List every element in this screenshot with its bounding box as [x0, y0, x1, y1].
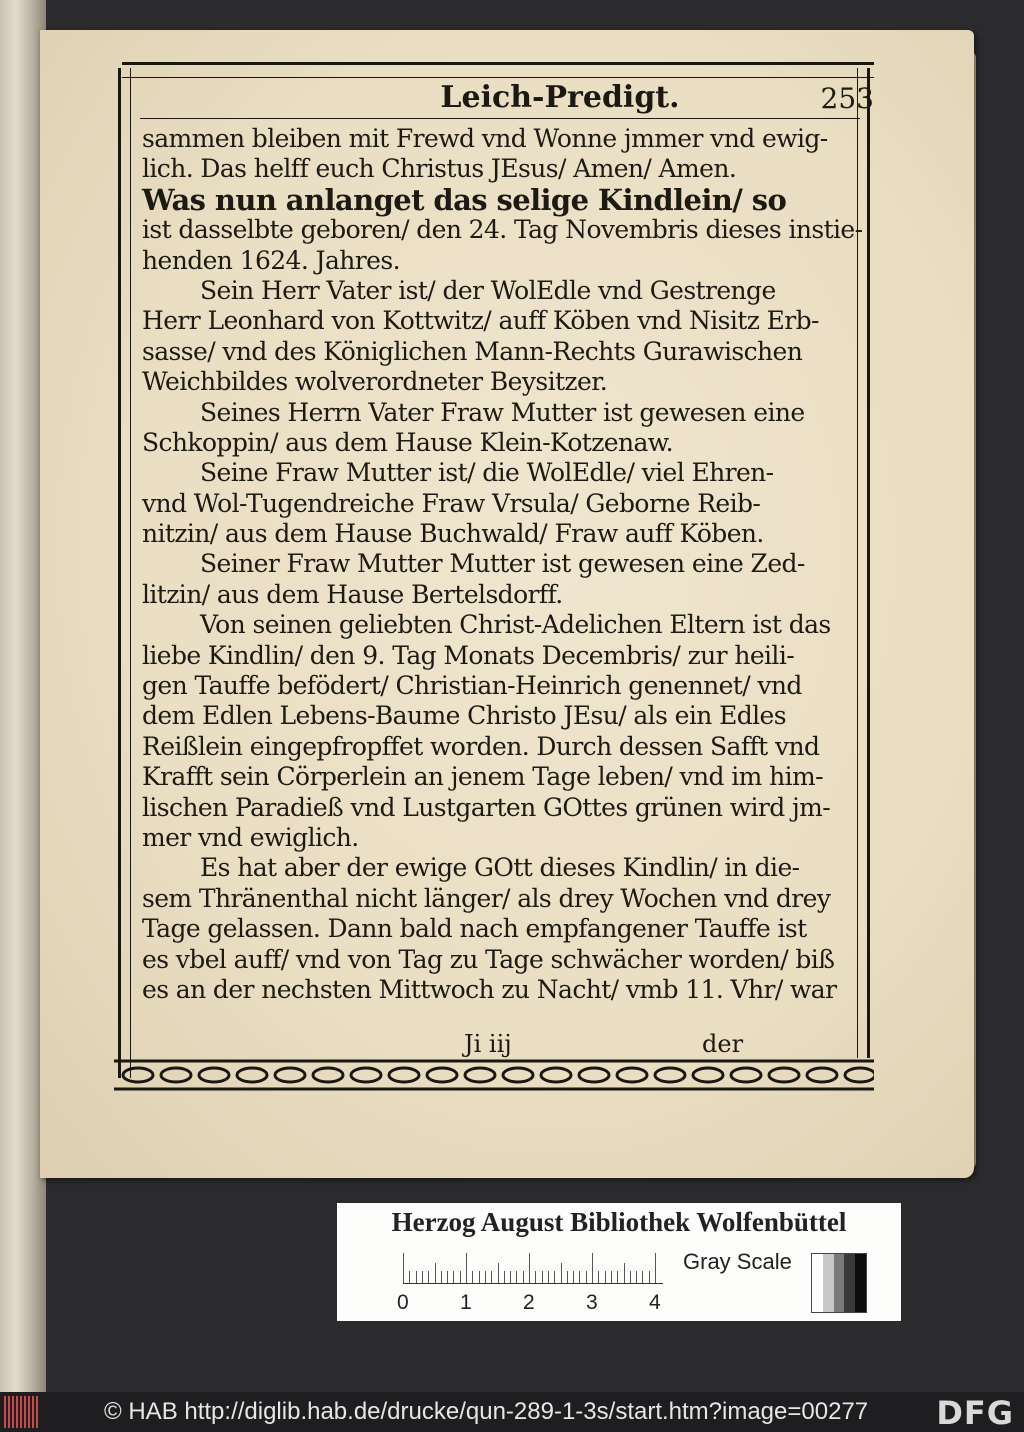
text-line: es an der nechsten Mittwoch zu Nacht/ vmb 11. Vhr/ war [142, 974, 837, 1004]
ruler-tick [554, 1271, 555, 1283]
gray-swatch [855, 1254, 866, 1312]
text-line: Herr Leonhard von Kottwitz/ auff Köben vnd Nisitz Erb- [142, 306, 819, 336]
text-line: nitzin/ aus dem Hause Buchwald/ Fraw auff Köben. [142, 519, 764, 549]
ruler-tick [460, 1271, 461, 1283]
ruler-tick [605, 1271, 606, 1283]
ruler-tick [586, 1271, 587, 1283]
ruler-tick [573, 1271, 574, 1283]
ornamental-border-icon [114, 1058, 874, 1092]
library-name: Herzog August Bibliothek Wolfenbüttel [391, 1207, 847, 1237]
text-line: lich. Das helff euch Christus JEsus/ Amen/ Amen. [142, 154, 737, 184]
page-number: 253 [820, 82, 874, 115]
gray-swatch [834, 1254, 845, 1312]
page-header [140, 78, 874, 118]
ruler-tick [516, 1271, 517, 1283]
text-line: es vbel auff/ vnd von Tag zu Tage schwächer worden/ biß [142, 944, 835, 974]
text-line: sammen bleiben mit Frewd vnd Wonne jmmer vnd ewig- [142, 124, 828, 153]
barcode-icon [4, 1396, 38, 1428]
ruler-tick [479, 1271, 480, 1283]
ruler-tick [561, 1263, 562, 1283]
dfg-logo: DFG [936, 1394, 1014, 1432]
body-text [142, 124, 862, 1005]
ruler-tick [447, 1271, 448, 1283]
ruler-label: 3 [586, 1291, 598, 1314]
ruler-label: 0 [397, 1291, 409, 1314]
signature-mark: Ji iij [464, 1030, 512, 1058]
ruler-tick [403, 1253, 404, 1283]
ruler-tick [617, 1271, 618, 1283]
ruler-tick [630, 1271, 631, 1283]
text-line: gen Tauffe befödert/ Christian-Heinrich genennet/ vnd [142, 671, 802, 701]
gray-swatch [823, 1254, 834, 1312]
text-line: Von seinen geliebten Christ-Adelichen Eltern ist das [200, 610, 831, 640]
ruler-tick [598, 1271, 599, 1283]
ruler-tick [579, 1271, 580, 1283]
text-line: Tage gelassen. Dann bald nach empfangener Tauffe ist [142, 914, 807, 944]
ruler-tick [548, 1271, 549, 1283]
text-line: litzin/ aus dem Hause Bertelsdorff. [142, 579, 563, 609]
ruler-tick [611, 1271, 612, 1283]
ruler-tick [655, 1253, 656, 1283]
frame-left-rule [118, 68, 131, 1078]
ruler-tick [592, 1253, 593, 1283]
gray-scale-swatches [811, 1253, 867, 1313]
text-line: dem Edlen Lebens-Baume Christo JEsu/ als ein Edles [142, 701, 786, 731]
header-rule [140, 118, 860, 119]
text-line: Schkoppin/ aus dem Hause Klein-Kotzenaw. [142, 427, 673, 457]
ruler-tick [642, 1271, 643, 1283]
viewer-footer-bar [0, 1392, 1024, 1432]
ruler-tick [428, 1271, 429, 1283]
ruler-tick [529, 1253, 530, 1283]
ruler-tick [422, 1271, 423, 1283]
text-line: Sein Herr Vater ist/ der WolEdle vnd Gestrenge [200, 275, 776, 305]
text-line: ist dasselbte geboren/ den 24. Tag Novembris dieses instie- [142, 215, 863, 245]
text-line: Reißlein eingepfropffet worden. Durch dessen Safft vnd [142, 731, 820, 761]
copyright-link[interactable]: © HAB http://diglib.hab.de/drucke/qun-289-1-3s/start.htm?image=00277 [104, 1398, 869, 1425]
text-line: mer vnd ewiglich. [142, 822, 359, 852]
running-head: Leich-Predigt. [440, 80, 680, 115]
ruler-tick [472, 1271, 473, 1283]
gray-scale-label: Gray Scale [683, 1249, 792, 1274]
ruler-tick [542, 1271, 543, 1283]
text-line: Seiner Fraw Mutter Mutter ist gewesen eine Zed- [200, 549, 805, 579]
text-line: sem Thränenthal nicht länger/ als drey Wochen vnd drey [142, 883, 831, 913]
frame-top-rule [122, 62, 874, 78]
ruler-label: 1 [460, 1291, 472, 1314]
ruler-tick [636, 1271, 637, 1283]
ruler-tick [510, 1271, 511, 1283]
ruler-tick [453, 1271, 454, 1283]
color-scale-card [337, 1203, 901, 1321]
text-line: Seines Herrn Vater Fraw Mutter ist gewesen eine [200, 397, 805, 427]
ruler-tick [567, 1271, 568, 1283]
ruler-tick [491, 1271, 492, 1283]
text-line: liebe Kindlin/ den 9. Tag Monats Decembris/ zur heili- [142, 640, 795, 670]
ruler-tick [466, 1253, 467, 1283]
ruler-label: 4 [649, 1291, 661, 1314]
ruler-tick [649, 1271, 650, 1283]
ruler-tick [504, 1271, 505, 1283]
ruler-tick [435, 1263, 436, 1283]
ruler-tick [523, 1271, 524, 1283]
ruler-tick [416, 1271, 417, 1283]
text-line: Krafft sein Cörperlein an jenem Tage leben/ vnd im him- [142, 762, 823, 792]
text-line: vnd Wol-Tugendreiche Fraw Vrsula/ Geborne Reib- [142, 488, 761, 518]
text-line: sasse/ vnd des Königlichen Mann-Rechts Gurawischen [142, 336, 803, 366]
page-footer-line [142, 1030, 742, 1060]
ruler-tick [441, 1271, 442, 1283]
ruler-tick [409, 1271, 410, 1283]
gray-swatch [812, 1254, 823, 1312]
gray-swatch [844, 1254, 855, 1312]
ruler-label: 2 [523, 1291, 535, 1314]
text-line: Seine Fraw Mutter ist/ die WolEdle/ viel Ehren- [200, 458, 774, 488]
text-line: lischen Paradieß vnd Lustgarten GOttes grünen wird jm- [142, 792, 831, 822]
ruler-tick [498, 1263, 499, 1283]
catchword: der [702, 1030, 744, 1058]
ruler-tick [485, 1271, 486, 1283]
text-line: henden 1624. Jahres. [142, 245, 400, 275]
ruler-tick [624, 1263, 625, 1283]
ruler-tick [535, 1271, 536, 1283]
text-line: Weichbildes wolverordneter Beysitzer. [142, 367, 608, 397]
text-line: Was nun anlanget das selige Kindlein/ so [142, 182, 787, 217]
text-line: Es hat aber der ewige GOtt dieses Kindlin/ in die- [200, 853, 800, 883]
centimeter-ruler [403, 1253, 663, 1284]
